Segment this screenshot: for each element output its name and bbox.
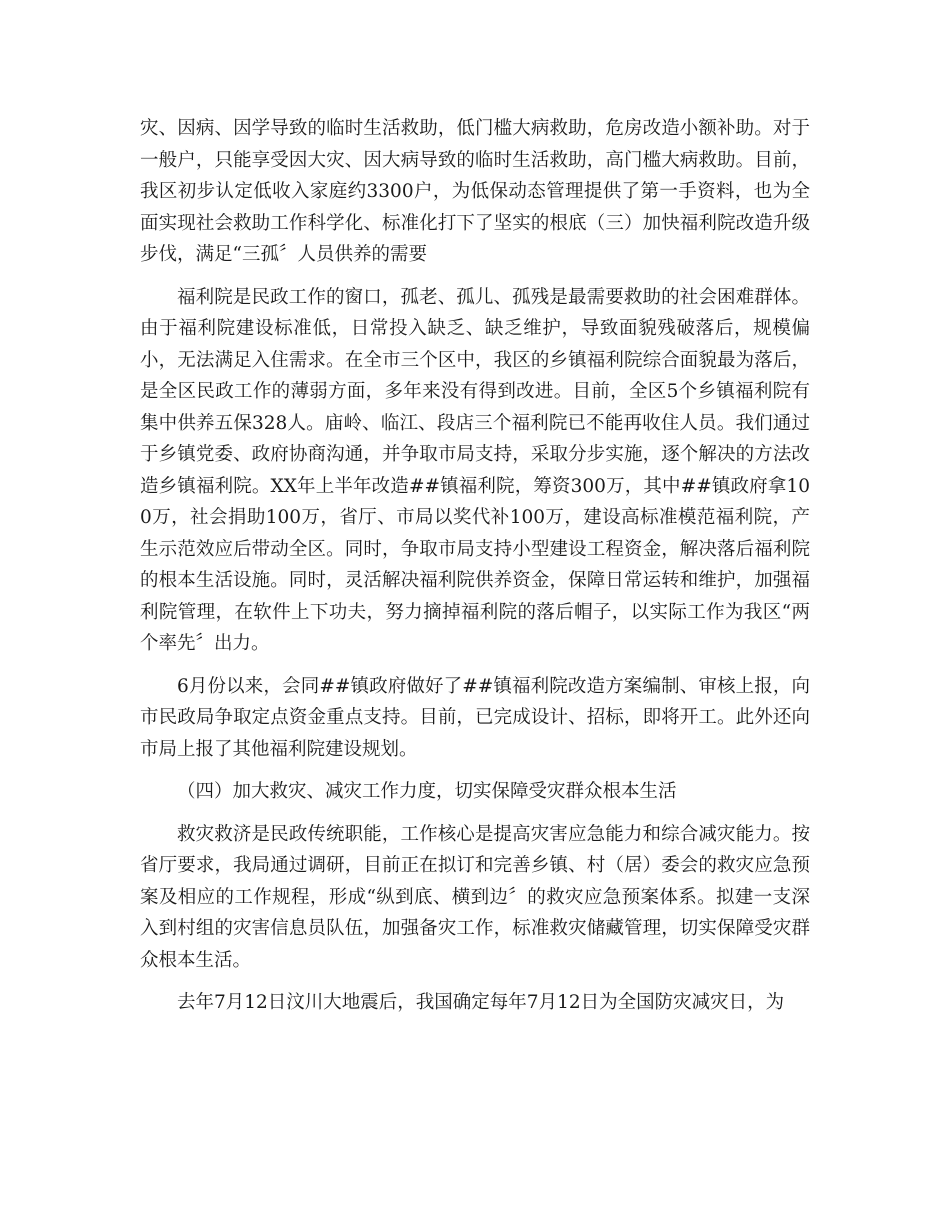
paragraph-1: 灾、因病、因学导致的临时生活救助，低门槛大病救助，危房改造小额补助。对于一般户，只能享受因大灾、因大病导致的临时生活救助，高门槛大病救助。目前，我区初步认定低收入家庭约3300户，为低保动态管理提供了第一手资料，也为全面实现社会救助工作科学化、标准化打下了坚实的根底（三）加快福利院改造升级步伐，满足“三孤〞人员供养的需要 bbox=[140, 118, 810, 265]
paragraph-4: 救灾救济是民政传统职能，工作核心是提高灾害应急能力和综合减灾能力。按省厅要求，我局通过调研，目前正在拟订和完善乡镇、村（居）委会的救灾应急预案及相应的工作规程，形成“纵到底、横到边〞的救灾应急预案体系。拟建一支深入到村组的灾害信息员队伍，加强备灾工作，标准救灾储藏管理，切实保障受灾群众根本生活。 bbox=[140, 823, 810, 971]
paragraph-5: 去年7月12日汶川大地震后，我国确定每年7月12日为全国防灾减灾日，为 bbox=[177, 992, 785, 1013]
paragraph-2: 福利院是民政工作的窗口，孤老、孤儿、孤残是最需要救助的社会困难群体。由于福利院建设标准低，日常投入缺乏、缺乏维护，导致面貌残破落后，规模偏小，无法满足入住需求。在全市三个区中，我区的乡镇福利院综合面貌最为落后，是全区民政工作的薄弱方面，多年来没有得到改进。目前，全区5个乡镇福利院有集中供养五保328人。庙岭、临江、段店三个福利院已不能再收住人员。我们通过于乡镇党委、政府协商沟通，并争取市局支持，采取分步实施，逐个解决的方法改造乡镇福利院。XX年上半年改造##镇福利院，筹资300万，其中##镇政府拿100万，社会捐助100万，省厅、市局以奖代补100万，建设高标准模范福利院，产生示范效应后带动全区。同时，争取市局支持小型建设工程资金，解决落后福利院的根本生活设施。同时，灵活解决福利院供养资金，保障日常运转和维护，加强福利院管理，在软件上下功夫，努力摘掉福利院的落后帽子，以实际工作为我区“两个率先〞出力。 bbox=[140, 286, 810, 654]
section-heading: （四）加大救灾、减灾工作力度，切实保障受灾群众根本生活 bbox=[177, 781, 677, 802]
paragraph-3: 6月份以来，会同##镇政府做好了##镇福利院改造方案编制、审核上报，向市民政局争取定点资金重点支持。目前，已完成设计、招标，即将开工。此外还向市局上报了其他福利院建设规划。 bbox=[140, 675, 810, 760]
document-body bbox=[140, 113, 810, 1030]
